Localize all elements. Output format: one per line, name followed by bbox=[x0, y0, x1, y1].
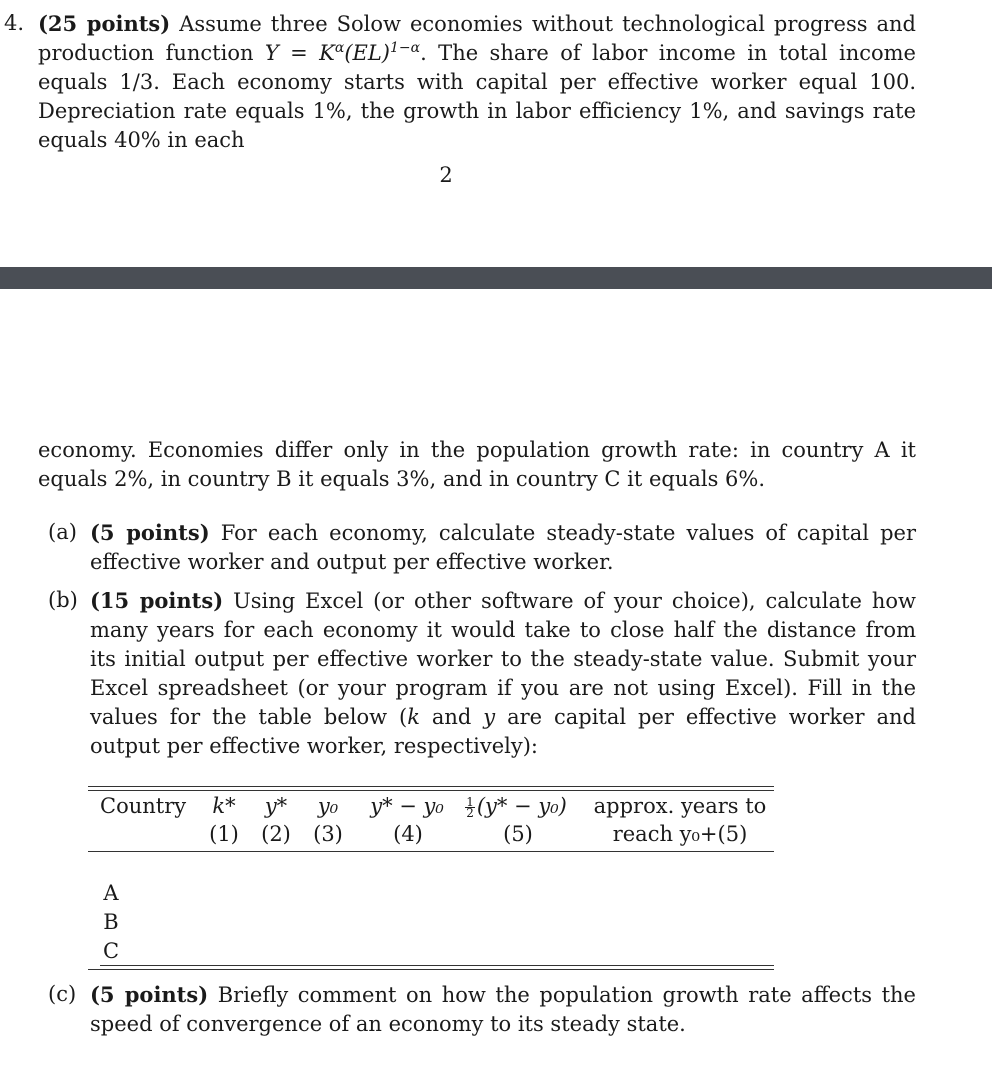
header-years: approx. years to bbox=[593, 794, 767, 818]
header-ystar-num: (2) bbox=[261, 822, 291, 846]
table-row-c: C bbox=[102, 939, 120, 963]
table-bottom-rule-2 bbox=[88, 969, 774, 970]
header-half-diff: $\frac{1}{2}$ (y* − y₀) bbox=[466, 794, 567, 820]
problem-4 bbox=[4, 9, 916, 155]
header-ystar: y* bbox=[264, 794, 288, 818]
header-country: Country bbox=[100, 794, 187, 818]
problem-text-2: . The share of labor income in total income equals 1/3. Each economy starts with capital per effective worker equal 100. Depreciation rate equals 1%, the growth in labor efficiency 1%, and savings rate equals 40% in each bbox=[38, 41, 916, 152]
part-b-label: (b) bbox=[48, 588, 78, 612]
page-separator bbox=[0, 267, 992, 289]
part-c-text: (5 points) Briefly comment on how the population growth rate affects the speed of convergence of an economy to its steady state. bbox=[90, 982, 916, 1036]
header-kstar-num: (1) bbox=[209, 822, 239, 846]
problem-4-continuation: economy. Economies differ only in the population growth rate: in country A it equals 2%, in country B it equals 3%, and in country C it equals 6%. bbox=[38, 438, 916, 491]
header-half-diff-num: (5) bbox=[503, 822, 533, 846]
table-row-a: A bbox=[103, 881, 119, 905]
part-b-text: (15 points) Using Excel (or other software of your choice), calculate how many years for each economy it would take to close half the distance from its initial output per effective worker to the steady-state value. Submit your Excel spreadsheet (or your program if you are not using Excel). Fill in the values for the table below (k and y are capital per effective worker and output per effective worker, respectively): bbox=[90, 588, 916, 758]
header-diff: y* − y₀ bbox=[370, 794, 444, 818]
table-top-rule-2 bbox=[88, 790, 774, 791]
table-top-rule bbox=[88, 786, 774, 787]
table-row-b: B bbox=[103, 910, 119, 934]
table-bottom-rule bbox=[100, 965, 774, 966]
part-a-text: (5 points) For each economy, calculate steady-state values of capital per effective worker and output per effective worker. bbox=[90, 520, 916, 574]
problem-number: 4. bbox=[4, 11, 25, 35]
header-y0-num: (3) bbox=[313, 822, 343, 846]
part-c-label: (c) bbox=[48, 982, 77, 1006]
header-years-line2: reach y₀+(5) bbox=[612, 822, 748, 846]
header-diff-num: (4) bbox=[393, 822, 423, 846]
production-function: $Y = K^\alpha(EL)^{1-\alpha}$ bbox=[264, 40, 421, 65]
problem-text-1: Assume three Solow economies without technological progress and production function bbox=[38, 12, 916, 65]
header-kstar: k* bbox=[212, 794, 236, 818]
page-number: 2 bbox=[439, 163, 453, 187]
problem-4-statement bbox=[38, 9, 916, 155]
table-header-rule bbox=[88, 851, 774, 852]
fraction-one-half: $\frac{1}{2}$ bbox=[466, 795, 474, 820]
part-a-label: (a) bbox=[48, 520, 77, 544]
header-y0: y₀ bbox=[317, 794, 339, 818]
problem-points: (25 points) bbox=[38, 11, 171, 36]
